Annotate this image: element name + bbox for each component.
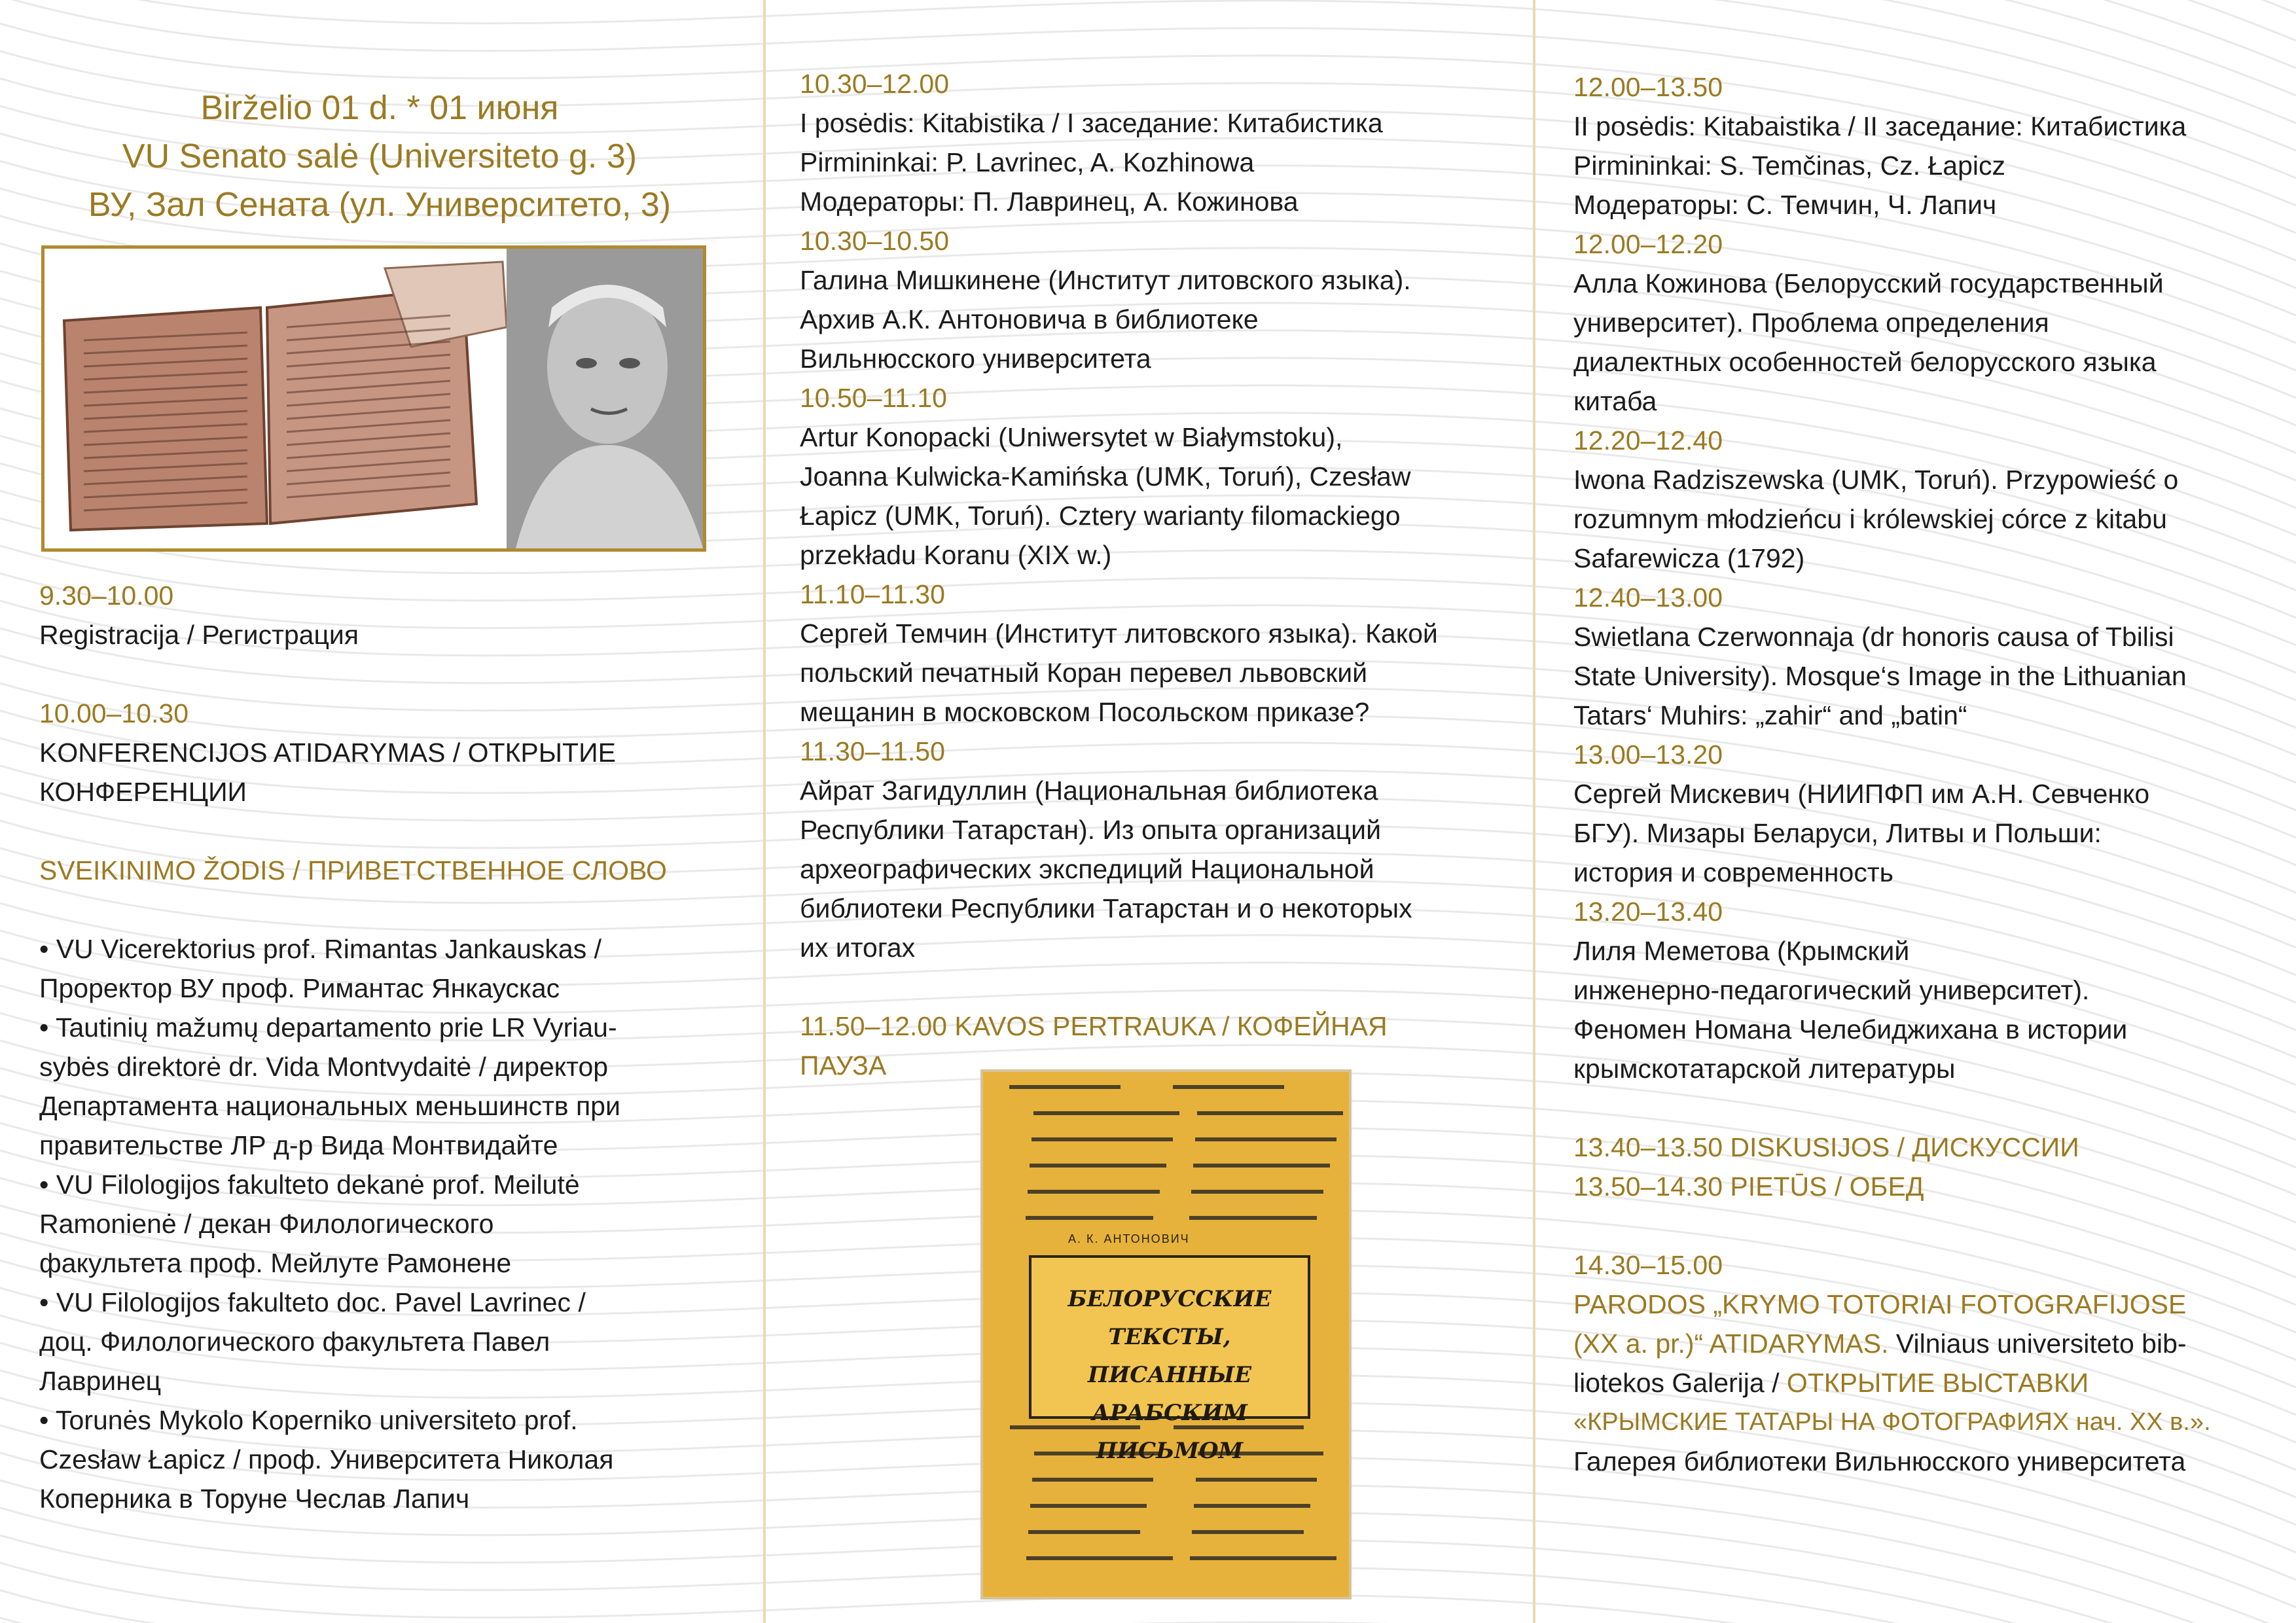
cover-script-mark — [1026, 1216, 1153, 1220]
book-author: А. К. АНТОНОВИЧ — [1068, 1232, 1190, 1245]
speaker-line: доц. Филологического факультета Павел — [39, 1327, 550, 1357]
greetings-speakers — [39, 929, 746, 1518]
talk-time: 10.50–11.10 — [800, 383, 947, 413]
talk-time: 12.40–13.00 — [1573, 582, 1723, 613]
exhibition-title-ru: «КРЫМСКИЕ ТАТАРЫ НА ФОТОГРАФИЯХ нач. XX в.». — [1573, 1408, 2211, 1436]
talk-time: 11.30–11.50 — [800, 736, 945, 766]
cover-script-mark — [1031, 1137, 1173, 1141]
book-title-line: БЕЛОРУССКИЕ ТЕКСТЫ, — [1067, 1286, 1272, 1350]
cover-script-mark — [1191, 1190, 1323, 1194]
speaker-line: • Torunės Mykolo Koperniko universiteto prof. — [39, 1405, 578, 1435]
talk-line: библиотеки Республики Татарстан и о некоторых — [800, 893, 1412, 923]
lunch-line: 13.50–14.30 PIETŪS / ОБЕД — [1573, 1171, 1924, 1202]
book-title-box — [1029, 1255, 1310, 1464]
talk-line: przekładu Koranu (XIX w.) — [800, 540, 1112, 570]
speaker-line: • VU Filologijos fakulteto dekanė prof. Meilutė — [39, 1169, 580, 1200]
talk-line: Łapicz (UMK, Toruń). Cztery warianty filomackiego — [800, 501, 1401, 531]
cover-script-mark — [1030, 1164, 1166, 1168]
talk-line: археографических экспедиций Национальной — [800, 854, 1374, 884]
coffee-break-line2: ПАУЗА — [800, 1050, 887, 1080]
cover-script-mark — [1030, 1504, 1147, 1508]
discussion-line: 13.40–13.50 DISKUSIJOS / ДИСКУССИИ — [1573, 1132, 2079, 1162]
session1-moderators: Модераторы: П. Лавринец, А. Кожинова — [800, 187, 1299, 217]
cover-script-mark — [1009, 1085, 1121, 1089]
talk-line: rozumnym młodzieńcu i królewskiej córce z kitabu — [1573, 504, 2167, 534]
event-date: Birželio 01 d. * 01 июня — [200, 89, 559, 127]
talk-time: 13.00–13.20 — [1573, 740, 1723, 770]
speaker-line: Ramonienė / декан Филологического — [39, 1209, 494, 1239]
exhibition-line1: PARODOS „KRYMO TOTORIAI FOTOGRAFIJOSE — [1573, 1289, 2187, 1319]
speaker-line: • Tautinių mažumų departamento prie LR Vyriau- — [39, 1012, 617, 1043]
speaker-line: Проректор ВУ проф. Римантас Янкаускас — [39, 973, 560, 1003]
opening-label-line1: KONFERENCIJOS ATIDARYMAS / ОТКРЫТИЕ — [39, 738, 616, 768]
cover-script-mark — [1032, 1478, 1153, 1482]
talk-line: польский печатный Коран перевел львовский — [800, 658, 1368, 688]
talk-line: Сергей Темчин (Институт литовского языка). Какой — [800, 618, 1438, 649]
talk-time: 11.10–11.30 — [800, 579, 945, 609]
speaker-line: Лавринец — [39, 1366, 162, 1396]
session1-chairs: Pirmininkai: P. Lavrinec, A. Kozhinowa — [800, 147, 1255, 177]
exhibition-venue-ru: Галерея библиотеки Вильнюсского университета — [1573, 1446, 2186, 1476]
talk-line: Феномен Номана Челебиджихана в истории — [1573, 1014, 2128, 1044]
talk-time: 10.30–10.50 — [800, 226, 950, 256]
session1-time: 10.30–12.00 — [800, 69, 950, 99]
talk-line: Архив А.К. Антоновича в библиотеке — [800, 304, 1259, 334]
speaker-line: Коперника в Торуне Чеслав Лапич — [39, 1484, 470, 1514]
talk-line: крымскотатарской литературы — [1573, 1054, 1956, 1084]
talk-line: Республики Татарстан). Из опыта организаций — [800, 815, 1381, 845]
book-title-line: ПИСАННЫЕ АРАБСКИМ — [1087, 1362, 1252, 1426]
book-cover-image — [980, 1069, 1352, 1599]
speaker-line: • VU Vicerektorius prof. Rimantas Jankauskas / — [39, 934, 601, 964]
cover-script-mark — [1193, 1164, 1330, 1168]
panel-divider-left — [763, 0, 766, 1623]
session2-title: II posėdis: Kitabaistika / II заседание: Китабистика — [1573, 111, 2187, 141]
venue-ru: ВУ, Зал Сената (ул. Университето, 3) — [88, 186, 672, 224]
talk-line: Вильнюсского университета — [800, 344, 1151, 374]
talk-time: 12.00–12.20 — [1573, 229, 1723, 259]
talk-line: Лиля Меметова (Крымский — [1573, 936, 1910, 966]
talk-line: Сергей Мискевич (НИИПФП им А.Н. Севченко — [1573, 779, 2150, 809]
speaker-line: • VU Filologijos fakulteto doc. Pavel Lavrinec / — [39, 1287, 586, 1317]
exhibition-line2 — [1573, 1324, 2280, 1363]
talk-line: университет). Проблема определения — [1573, 308, 2049, 338]
registration-label: Registracija / Регистрация — [39, 620, 359, 650]
cover-script-mark — [1197, 1111, 1343, 1115]
speaker-line: sybės direktorė dr. Vida Montvydaitė / директор — [39, 1052, 609, 1082]
cover-script-mark — [1190, 1556, 1336, 1560]
talk-line: Iwona Radziszewska (UMK, Toruń). Przypowieść o — [1573, 465, 2179, 495]
opening-label-line2: КОНФЕРЕНЦИИ — [39, 777, 247, 807]
talk-line: Swietlana Czerwonnaja (dr honoris causa of Tbilisi — [1573, 622, 2174, 652]
exhibition-opening-ru: ОТКРЫТИЕ ВЫСТАВКИ — [1786, 1368, 2089, 1398]
exhibition-venue-lt: Vilniaus universiteto bib- — [1888, 1329, 2187, 1359]
session2-chairs: Pirmininkai: S. Temčinas, Cz. Łapicz — [1573, 151, 2006, 181]
venue-lt: VU Senato salė (Universiteto g. 3) — [122, 137, 637, 175]
session2-moderators: Модераторы: С. Темчин, Ч. Лапич — [1573, 190, 1997, 220]
talk-line: БГУ). Мизары Беларуси, Литвы и Польши: — [1573, 818, 2102, 848]
coffee-break-line1: 11.50–12.00 KAVOS PERTRAUKA / КОФЕЙНАЯ — [800, 1011, 1388, 1041]
cover-script-mark — [1194, 1504, 1310, 1508]
talk-time: 13.20–13.40 — [1573, 897, 1723, 927]
manuscript-photo — [45, 249, 703, 548]
talk-line: их итогах — [800, 933, 916, 963]
talk-line: диалектных особенностей белорусского языка — [1573, 347, 2157, 377]
cover-script-mark — [1173, 1085, 1284, 1089]
talk-line: Tatars‘ Muhirs: „zahir“ and „batin“ — [1573, 700, 1967, 730]
talk-line: Safarewicza (1792) — [1573, 543, 1805, 573]
speaker-line: правительстве ЛР д-р Вида Монтвидайте — [39, 1130, 558, 1160]
photo-collage — [41, 245, 706, 552]
talk-line: Joanna Kulwicka-Kamińska (UMK, Toruń), Czesław — [800, 461, 1411, 491]
book-title-line: ПИСЬМОМ — [1096, 1438, 1244, 1464]
talk-time: 12.20–12.40 — [1573, 425, 1723, 455]
panel-right — [1573, 67, 2280, 1481]
session1-title: I posėdis: Kitabistika / I заседание: Китабистика — [800, 108, 1383, 138]
panel-middle — [800, 64, 1513, 1085]
greetings-title: SVEIKINIMO ŽODIS / ПРИВЕТСТВЕННОЕ СЛОВО — [39, 855, 667, 885]
cover-script-mark — [1028, 1530, 1140, 1534]
event-header — [39, 84, 720, 229]
talk-line: Artur Konopacki (Uniwersytet w Białymstoku), — [800, 422, 1343, 452]
talk-line: Алла Кожинова (Белорусский государственный — [1573, 268, 2164, 298]
cover-script-mark — [1195, 1137, 1336, 1141]
talk-line: китаба — [1573, 386, 1657, 416]
cover-script-mark — [1028, 1190, 1160, 1194]
cover-script-mark — [1189, 1216, 1317, 1220]
talk-line: история и современность — [1573, 857, 1893, 887]
cover-script-mark — [1026, 1556, 1173, 1560]
speaker-line: Департамента национальных меньшинств при — [39, 1091, 620, 1121]
cover-script-mark — [1192, 1530, 1304, 1534]
cover-script-mark — [1033, 1111, 1179, 1115]
talk-line: мещанин в московском Посольском приказе? — [800, 697, 1370, 727]
talk-line: Айрат Загидуллин (Национальная библиотека — [800, 776, 1378, 806]
time-opening: 10.00–10.30 — [39, 698, 189, 728]
panel-divider-right — [1533, 0, 1535, 1623]
panel-left-program — [39, 576, 746, 1518]
exhibition-venue-lt-cont: liotekos Galerija / — [1573, 1368, 1787, 1398]
cover-script-mark — [1196, 1478, 1317, 1482]
talk-line: State University). Mosque‘s Image in the Lithuanian — [1573, 661, 2187, 691]
time-registration: 9.30–10.00 — [39, 580, 174, 611]
exhibition-line3 — [1573, 1363, 2280, 1402]
talk-line: Галина Мишкинене (Институт литовского языка). — [800, 265, 1411, 295]
speaker-line: факультета проф. Мейлуте Рамонене — [39, 1248, 512, 1278]
exhibition-time: 14.30–15.00 — [1573, 1250, 1723, 1280]
exhibition-opening-lt: (XX a. pr.)“ ATIDARYMAS. — [1573, 1329, 1889, 1359]
talk-line: инженерно-педагогический университет). — [1573, 975, 2090, 1005]
session2-time: 12.00–13.50 — [1573, 72, 1723, 102]
speaker-line: Czesław Łapicz / проф. Университета Николая — [39, 1444, 614, 1474]
